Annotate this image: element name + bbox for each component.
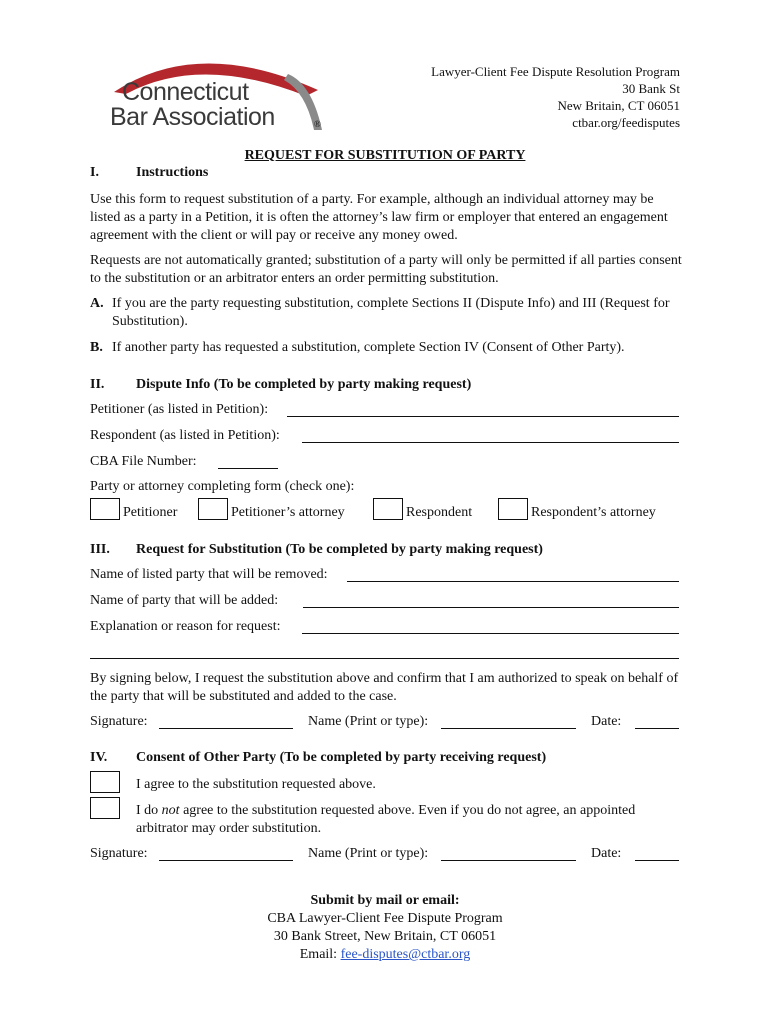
signature-label: Signature: [90, 714, 148, 729]
instruction-a [90, 295, 682, 331]
date-field[interactable] [635, 728, 679, 729]
consent-print-name-field[interactable] [441, 860, 576, 861]
disagree-text-end: agree to the substitution requested above. Even if you do not agree, an appointed arbitrator may order substitution. [136, 803, 636, 836]
respondent-label: Respondent (as listed in Petition): [90, 428, 280, 443]
section-2-number: II. [90, 377, 105, 392]
logo-line2: Bar Association [110, 103, 275, 131]
reason-field[interactable] [302, 633, 679, 634]
consent-print-name-label: Name (Print or type): [308, 846, 429, 861]
disagree-text-start: I do [136, 803, 162, 818]
respondents-attorney-option-label: Respondent’s attorney [531, 505, 656, 520]
cba-file-number-field[interactable] [218, 468, 278, 469]
petitioner-label: Petitioner (as listed in Petition): [90, 402, 269, 417]
section-4-header [90, 750, 710, 768]
section-1-number: I. [90, 165, 99, 180]
respondent-checkbox[interactable] [373, 498, 403, 520]
program-web: ctbar.org/feedisputes [572, 115, 680, 130]
instruction-b [90, 339, 682, 357]
agree-label: I agree to the substitution requested above. [136, 777, 376, 792]
logo-line1: Connecticut [122, 78, 249, 106]
submit-email-label: Email: [299, 947, 341, 962]
petitioners-attorney-option-label: Petitioner’s attorney [231, 505, 345, 520]
instruction-b-text: If another party has requested a substitution, complete Section IV (Consent of Other Party). [112, 340, 625, 355]
instruction-a-label: A. [90, 296, 104, 311]
signature-field[interactable] [159, 728, 293, 729]
consent-signature-field[interactable] [159, 860, 293, 861]
section-3-header [90, 542, 690, 560]
instructions-paragraph-1: Use this form to request substitution of a party. For example, although an individual attorney may be listed as a party in a Petition, it is often the attorney’s law firm or employer that entered an engagement agreement with the client or will pay or receive any money owed. [90, 192, 668, 243]
print-name-label: Name (Print or type): [308, 714, 429, 729]
removed-party-field[interactable] [347, 581, 679, 582]
section-4-heading: Consent of Other Party (To be completed by party receiving request) [136, 750, 547, 765]
email-link[interactable]: fee-disputes@ctbar.org [340, 947, 471, 962]
form-title: REQUEST FOR SUBSTITUTION OF PARTY [244, 148, 526, 163]
instruction-a-text: If you are the party requesting substitution, complete Sections II (Dispute Info) and III (Request for Substitution). [112, 296, 670, 329]
petitioner-checkbox[interactable] [90, 498, 120, 520]
disagree-label [136, 802, 684, 838]
consent-date-label: Date: [591, 846, 622, 861]
petitioners-attorney-checkbox[interactable] [198, 498, 228, 520]
respondent-option-label: Respondent [406, 505, 473, 520]
consent-signature-label: Signature: [90, 846, 148, 861]
logo-registered-mark: ® [314, 119, 321, 129]
program-name: Lawyer-Client Fee Dispute Resolution Program [431, 64, 680, 79]
respondent-field[interactable] [302, 442, 679, 443]
date-label: Date: [591, 714, 622, 729]
reason-field-line-2[interactable] [90, 658, 679, 659]
program-city: New Britain, CT 06051 [557, 98, 680, 113]
agree-checkbox[interactable] [90, 771, 120, 793]
consent-date-field[interactable] [635, 860, 679, 861]
cba-file-number-label: CBA File Number: [90, 454, 197, 469]
authorization-statement: By signing below, I request the substitution above and confirm that I am authorized to speak on behalf of the party that will be substituted and added to the case. [90, 671, 679, 704]
added-party-field[interactable] [303, 607, 679, 608]
submit-program: CBA Lawyer-Client Fee Dispute Program [267, 911, 503, 926]
removed-party-label: Name of listed party that will be removed: [90, 567, 328, 582]
petitioner-field[interactable] [287, 416, 679, 417]
section-1-header [90, 165, 690, 183]
section-2-header [90, 377, 690, 395]
instruction-b-label: B. [90, 340, 103, 355]
reason-label: Explanation or reason for request: [90, 619, 281, 634]
program-address [431, 63, 680, 131]
cba-logo [108, 50, 328, 132]
submit-address: 30 Bank Street, New Britain, CT 06051 [273, 929, 497, 944]
instructions-paragraph-2: Requests are not automatically granted; substitution of a party will only be permitted if all parties consent to the substitution or an arbitrator enters an order permitting substitution. [90, 253, 682, 286]
print-name-field[interactable] [441, 728, 576, 729]
section-1-heading: Instructions [136, 165, 209, 180]
disagree-emphasis: not [161, 803, 180, 818]
added-party-label: Name of party that will be added: [90, 593, 279, 608]
respondents-attorney-checkbox[interactable] [498, 498, 528, 520]
petitioner-option-label: Petitioner [123, 505, 178, 520]
section-4-number: IV. [90, 750, 108, 765]
disagree-checkbox[interactable] [90, 797, 120, 819]
section-2-heading: Dispute Info (To be completed by party making request) [136, 377, 472, 392]
section-3-heading: Request for Substitution (To be completed by party making request) [136, 542, 543, 557]
submit-email-line [0, 946, 770, 964]
program-street: 30 Bank St [622, 81, 680, 96]
section-3-number: III. [90, 542, 110, 557]
check-one-label: Party or attorney completing form (check one): [90, 479, 355, 494]
submit-heading: Submit by mail or email: [310, 893, 460, 908]
